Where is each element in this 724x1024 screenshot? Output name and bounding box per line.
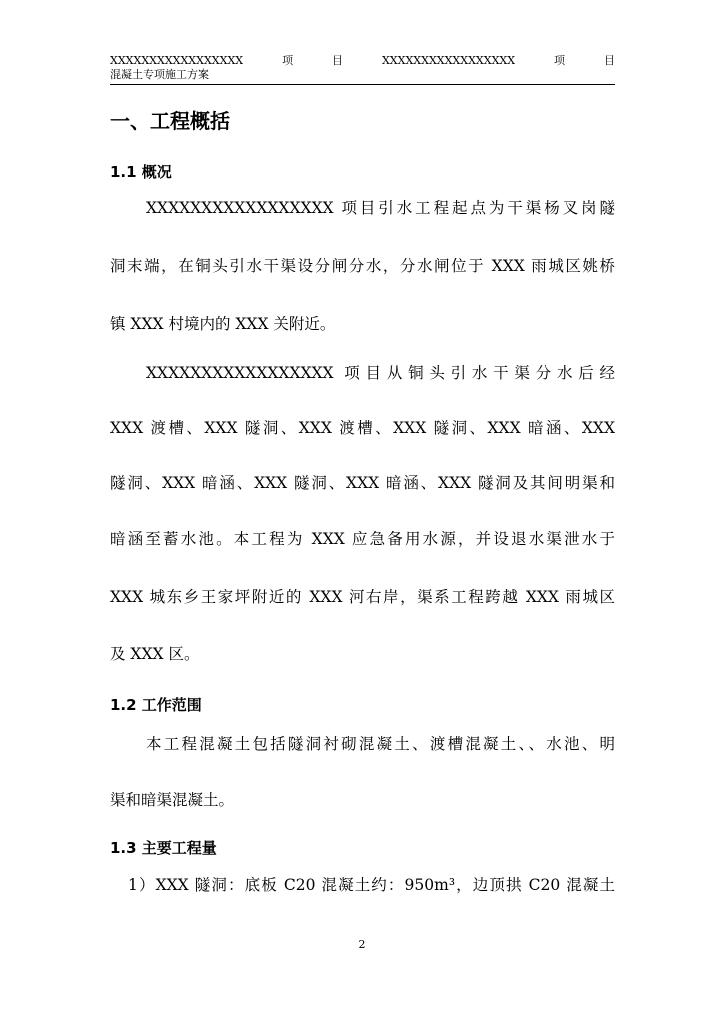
header-divider — [110, 84, 615, 85]
page-number: 2 — [358, 938, 366, 951]
paragraph-line: XXX 城东乡王家坪附近的 XXX 河右岸，渠系工程跨越 XXX 雨城区 — [110, 588, 615, 606]
page-header — [110, 54, 615, 68]
subsection-heading-1-3: 1.3 主要工程量 — [110, 839, 217, 857]
quantity-item-1: 1）XXX 隧洞：底板 C20 混凝土约：950m³，边顶拱 C20 混凝土 — [128, 876, 615, 894]
header-xiang-right: 项 — [554, 54, 566, 67]
paragraph-line: XXXXXXXXXXXXXXXXX 项目引水工程起点为干渠杨叉岗隧 — [146, 199, 615, 217]
header-mu-right: 目 — [603, 54, 615, 67]
paragraph-line: 镇 XXX 村境内的 XXX 关附近。 — [110, 315, 336, 333]
paragraph-line: 隧洞、XXX 暗涵、XXX 隧洞、XXX 暗涵、XXX 隧洞及其间明渠和 — [110, 474, 615, 492]
header-xiang-left: 项 — [282, 54, 294, 67]
paragraph-line: 渠和暗渠混凝土。 — [110, 791, 235, 809]
paragraph-line: 本工程混凝土包括隧洞衬砌混凝土、渡槽混凝土、、水池、明 — [146, 735, 615, 753]
header-subtitle: 混凝土专项施工方案 — [110, 68, 209, 81]
paragraph-line: 暗涵至蓄水池。本工程为 XXX 应急备用水源，并设退水渠泄水于 — [110, 530, 615, 548]
paragraph-line: XXX 渡槽、XXX 隧洞、XXX 渡槽、XXX 隧洞、XXX 暗涵、XXX — [110, 419, 615, 437]
subsection-heading-1-2: 1.2 工作范围 — [110, 696, 202, 714]
header-project-code-right: XXXXXXXXXXXXXXXXX — [381, 54, 516, 67]
subsection-heading-1-1: 1.1 概况 — [110, 163, 172, 181]
paragraph-line: 及 XXX 区。 — [110, 645, 200, 663]
header-mu-left: 目 — [332, 54, 344, 67]
header-project-code-left: XXXXXXXXXXXXXXXXX — [110, 54, 244, 67]
paragraph-line: XXXXXXXXXXXXXXXXX 项目从铜头引水干渠分水后经 — [146, 364, 615, 382]
paragraph-line: 洞末端，在铜头引水干渠设分闸分水，分水闸位于 XXX 雨城区姚桥 — [110, 257, 615, 275]
section-title: 一、工程概括 — [110, 109, 230, 133]
